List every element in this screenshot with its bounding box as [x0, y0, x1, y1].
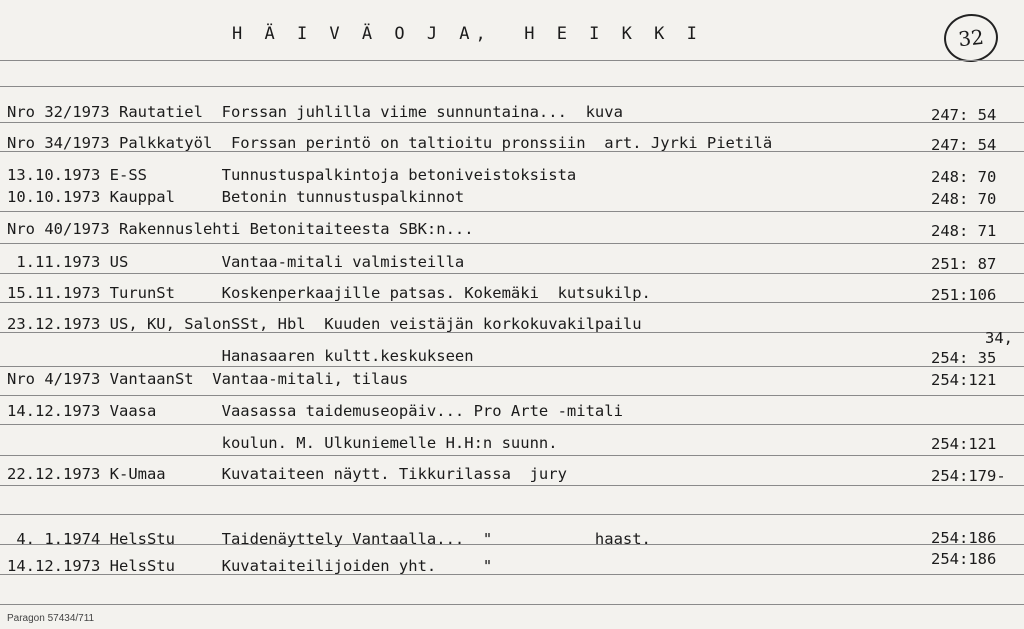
entry-ref: 248: 70 — [931, 190, 997, 208]
rule-line — [0, 122, 1024, 123]
entry-ref: 34, — [985, 329, 1013, 347]
entry-text: Hanasaaren kultt.keskukseen — [7, 347, 474, 365]
entry-ref: 248: 71 — [931, 222, 997, 240]
entry-ref: 254:121 — [931, 371, 997, 389]
entry-text: 4. 1.1974 HelsStu Taidenäyttely Vantaalla... " haast. — [7, 530, 651, 548]
rule-line — [0, 604, 1024, 605]
rule-line — [0, 366, 1024, 367]
entry-ref: 247: 54 — [931, 136, 997, 154]
rule-line — [0, 86, 1024, 87]
rule-line — [0, 60, 1024, 61]
rule-line — [0, 243, 1024, 244]
rule-line — [0, 273, 1024, 274]
card-number-stamp: 32 — [942, 11, 1001, 64]
card-footer: Paragon 57434/711 — [7, 613, 95, 624]
entry-ref: 254: 35 — [931, 349, 997, 367]
entry-text: Nro 34/1973 Palkkatyöl Forssan perintö on taltioitu pronssiin art. Jyrki Pietilä — [7, 134, 773, 152]
entry-text: 14.12.1973 Vaasa Vaasassa taidemuseopäiv... Pro Arte -mitali — [7, 402, 623, 420]
entry-text: koulun. M. Ulkuniemelle H.H:n suunn. — [7, 434, 558, 452]
card-title: H Ä I V Ä O J A, H E I K K I — [232, 24, 703, 44]
entry-text: 15.11.1973 TurunSt Koskenperkaajille patsas. Kokemäki kutsukilp. — [7, 284, 651, 302]
entry-ref: 251: 87 — [931, 255, 997, 273]
rule-line — [0, 455, 1024, 456]
entry-text: 23.12.1973 US, KU, SalonSSt, Hbl Kuuden veistäjän korkokuvakilpailu — [7, 315, 642, 333]
entry-ref: 251:106 — [931, 286, 997, 304]
entry-ref: 254:121 — [931, 435, 997, 453]
rule-line — [0, 302, 1024, 303]
entry-text: 10.10.1973 Kauppal Betonin tunnustuspalkinnot — [7, 188, 465, 206]
entry-ref: 248: 70 — [931, 168, 997, 186]
entry-text: Nro 32/1973 Rautatiel Forssan juhlilla viime sunnuntaina... kuva — [7, 103, 623, 121]
entry-text: Nro 4/1973 VantaanSt Vantaa-mitali, tilaus — [7, 370, 409, 388]
rule-line — [0, 211, 1024, 212]
entry-text: 22.12.1973 K-Umaa Kuvataiteen näytt. Tikkurilassa jury — [7, 465, 567, 483]
entry-text: Nro 40/1973 Rakennuslehti Betonitaiteesta SBK:n... — [7, 220, 474, 238]
entry-text: 13.10.1973 E-SS Tunnustuspalkintoja betoniveistoksista — [7, 166, 577, 184]
rule-line — [0, 514, 1024, 515]
rule-line — [0, 485, 1024, 486]
entry-text: 1.11.1973 US Vantaa-mitali valmisteilla — [7, 253, 465, 271]
rule-line — [0, 424, 1024, 425]
entry-ref: 247: 54 — [931, 106, 997, 124]
entry-ref: 254:186 — [931, 529, 997, 547]
entry-ref: 254:186 — [931, 550, 997, 568]
entry-ref: 254:179- — [931, 467, 1006, 485]
rule-line — [0, 395, 1024, 396]
entry-text: 14.12.1973 HelsStu Kuvataiteilijoiden yht. " — [7, 557, 493, 575]
